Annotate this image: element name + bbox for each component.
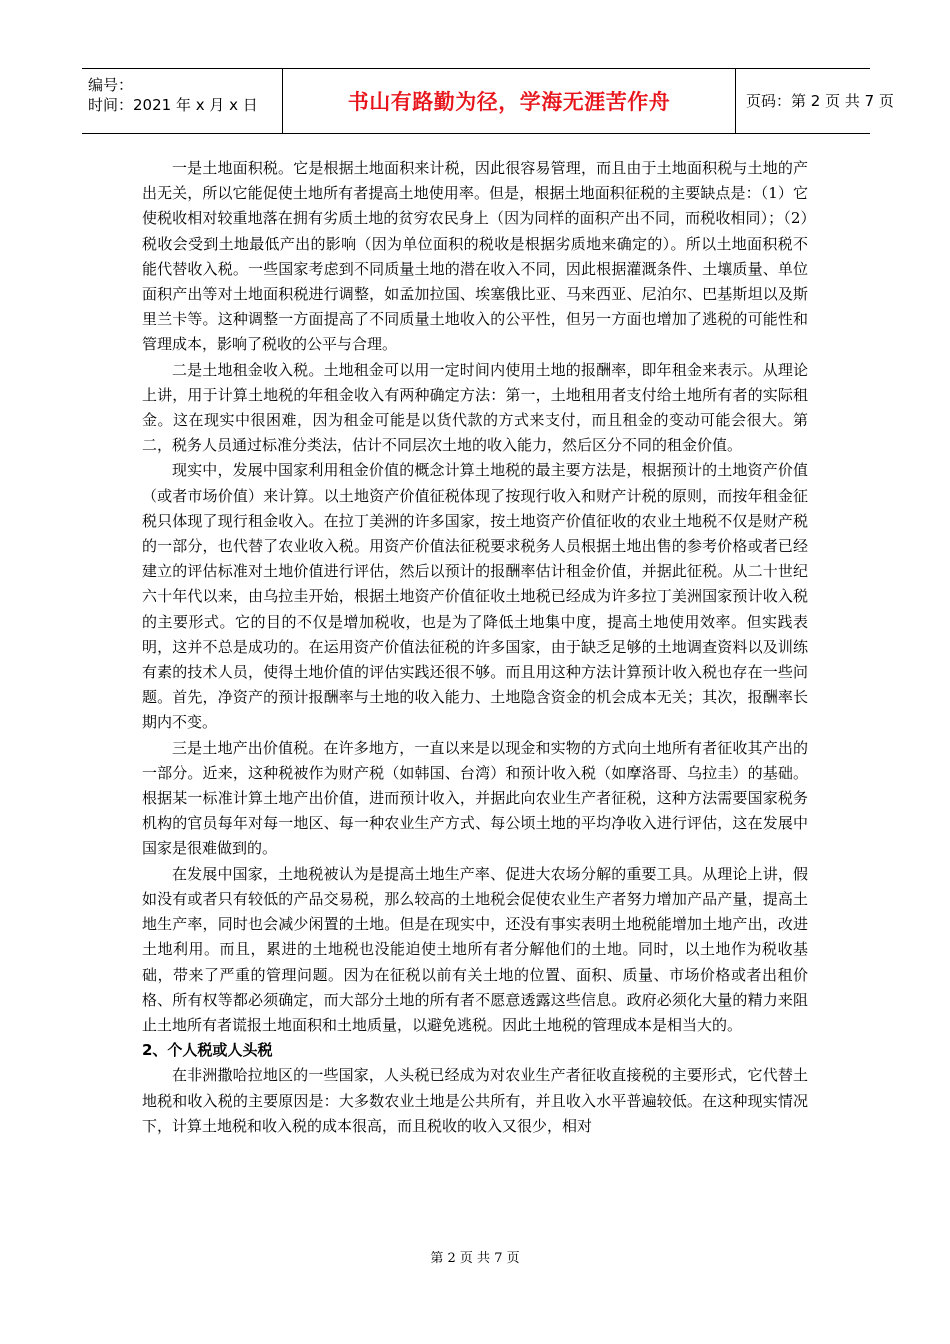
paragraph-asset-value-method: 现实中，发展中国家利用租金价值的概念计算土地税的最主要方法是，根据预计的土地资产价值（或者市场价值）来计算。以土地资产价值征税体现了按现行收入和财产计税的原则，而按年租金征税只体现了现行租金收入。在拉丁美洲的许多国家，按土地资产价值征收的农业土地税不仅是财产税的一部分，也代替了农业收入税。用资产价值法征税要求税务人员根据土地出售的参考价格或者已经建立的评估标准对土地价值进行评估，然后以预计的报酬率估计租金价值，并据此征税。从二十世纪六十年代以来，由乌拉圭开始，根据土地资产价值征收土地税已经成为许多拉丁美洲国家预计收入税的主要形式。它的目的不仅是增加税收，也是为了降低土地集中度，提高土地使用效率。但实践表明，这并不总是成功的。在运用资产价值法征税的许多国家，由于缺乏足够的土地调查资料以及训练有素的技术人员，使得土地价值的评估实践还很不够。而且用这种方法计算预计收入税也存在一些问题。首先，净资产的预计报酬率与土地的收入能力、土地隐含资金的机会成本无关；其次，报酬率长期内不变。	[142, 461, 808, 732]
paragraph-land-output-tax: 三是土地产出价值税。在许多地方，一直以来是以现金和实物的方式向土地所有者征收其产出的一部分。近来，这种税被作为财产税（如韩国、台湾）和预计收入税（如摩洛哥、乌拉圭）的基础。根据某一标准计算土地产出价值，进而预计收入，并据此向农业生产者征税，这种方法需要国家税务机构的官员每年对每一地区、每一种农业生产方式、每公顷土地的平均净收入进行评估，这在发展中国家是很难做到的。	[142, 738, 808, 858]
document-number-label: 编号：	[88, 76, 134, 94]
paragraph-poll-tax: 在非洲撒哈拉地区的一些国家，人头税已经成为对农业生产者征收直接税的主要形式，它代替土地税和收入税的主要原因是：大多数农业土地是公共所有，并且收入水平普遍较低。在这种现实情况下，计算土地税和收入税的成本很高，而且税收的收入又很少，相对	[142, 1066, 808, 1135]
header-info-cell	[82, 69, 282, 133]
header-page-cell	[734, 69, 894, 133]
header-motto-cell	[282, 69, 736, 133]
paragraph-land-area-tax: 一是土地面积税。它是根据土地面积来计税，因此很容易管理，而且由于土地面积税与土地的产出无关，所以它能促使土地所有者提高土地使用率。但是，根据土地面积征税的主要缺点是：（1）它使税收相对较重地落在拥有劣质土地的贫穷农民身上（因为同样的面积产出不同，而税收相同）；（2）税收会受到土地最低产出的影响（因为单位面积的税收是根据劣质地来确定的）。所以土地面积税不能代替收入税。一些国家考虑到不同质量土地的潜在收入不同，因此根据灌溉条件、土壤质量、单位面积产出等对土地面积税进行调整，如孟加拉国、埃塞俄比亚、马来西亚、尼泊尔、巴基斯坦以及斯里兰卡等。这种调整一方面提高了不同质量土地收入的公平性，但另一方面也增加了逃税的可能性和管理成本，影响了税收的公平与合理。	[142, 159, 808, 354]
section-heading-poll-tax: 2、个人税或人头税	[142, 1041, 273, 1060]
document-date-label: 时间：2021 年 x 月 x 日	[88, 96, 258, 114]
page-header	[82, 68, 894, 134]
header-motto: 书山有路勤为径，学海无涯苦作舟	[347, 90, 671, 114]
document-body	[142, 156, 808, 1139]
page-footer: 第 2 页 共 7 页	[430, 1251, 520, 1266]
paragraph-land-tax-effects: 在发展中国家，土地税被认为是提高土地生产率、促进大农场分解的重要工具。从理论上讲，假如没有或者只有较低的产品交易税，那么较高的土地税会促使农业生产者努力增加产品产量，提高土地生产率，同时也会减少闲置的土地。但是在现实中，还没有事实表明土地税能增加土地产出，改进土地利用。而且，累进的土地税也没能迫使土地所有者分解他们的土地。同时，以土地作为税收基础，带来了严重的管理问题。因为在征税以前有关土地的位置、面积、质量、市场价格或者出租价格、所有权等都必须确定，而大部分土地的所有者不愿意透露这些信息。政府必须化大量的精力来阻止土地所有者谎报土地面积和土地质量，以避免逃税。因此土地税的管理成本是相当大的。	[142, 864, 808, 1034]
header-page-number: 页码：第 2 页 共 7 页	[746, 92, 894, 110]
paragraph-land-rent-tax: 二是土地租金收入税。土地租金可以用一定时间内使用土地的报酬率，即年租金来表示。从理论上讲，用于计算土地税的年租金收入有两种确定方法：第一，土地租用者支付给土地所有者的实际租金。这在现实中很困难，因为租金可能是以货代款的方式来支付，而且租金的变动可能会很大。第二，税务人员通过标准分类法，估计不同层次土地的收入能力，然后区分不同的租金价值。	[142, 360, 808, 455]
